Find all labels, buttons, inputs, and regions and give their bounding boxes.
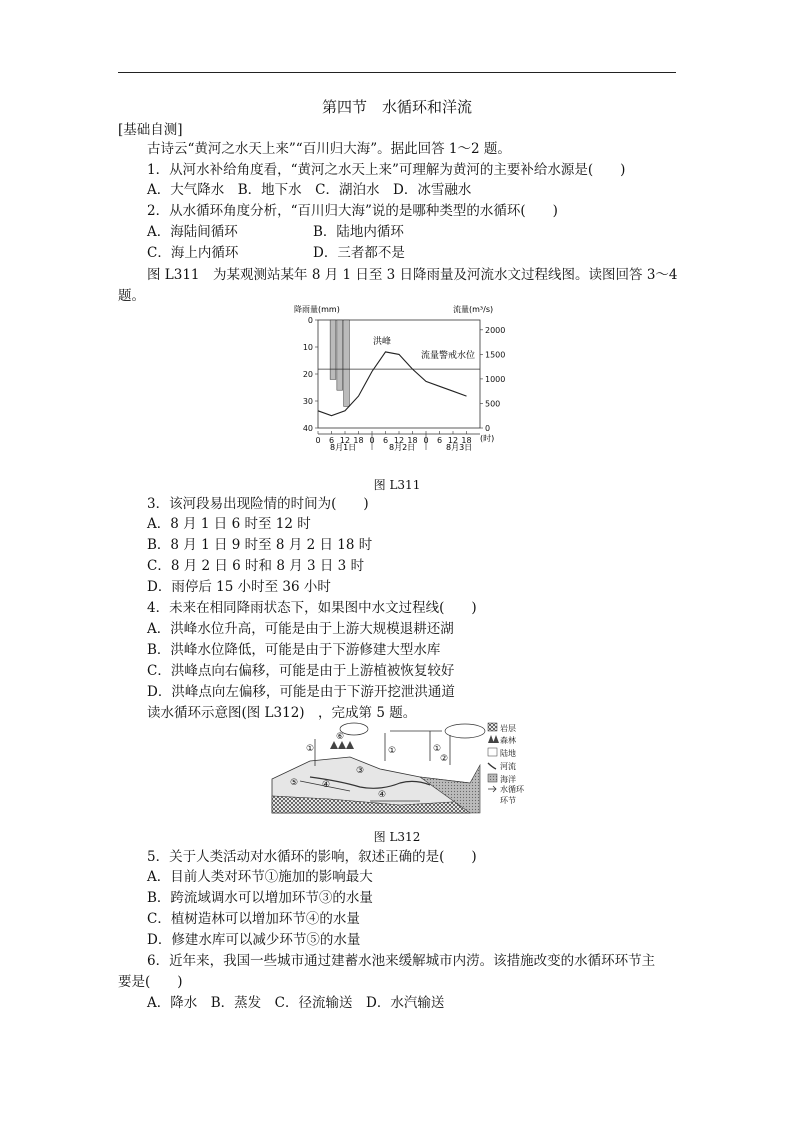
q4-option-a: A．洪峰水位升高，可能是由于上游大规模退耕还湖 (147, 621, 454, 637)
legend-ocean: 海洋 (500, 775, 516, 784)
circled-2: ② (440, 754, 449, 764)
legend (488, 723, 525, 805)
circled-1c: ① (433, 744, 442, 754)
right-tick-label: 0 (485, 424, 491, 433)
q1-stem: 1．从河水补给角度看，“黄河之水天上来”可理解为黄河的主要补给水源是( ) (147, 162, 626, 178)
x-tick-label: 12 (393, 436, 405, 445)
q2-option-b: B．陆地内循环 (313, 224, 404, 240)
figure1-caption: 图 L311 (373, 478, 421, 492)
q5-option-a: A．目前人类对环节①施加的影响最大 (147, 869, 373, 885)
q3-stem: 3．该河段易出现险情的时间为( ) (147, 496, 369, 512)
q3-option-a: A．8 月 1 日 6 时至 12 时 (147, 516, 311, 532)
section-label: [基础自测] (118, 122, 183, 138)
q6-options: A．降水 B．蒸发 C．径流输送 D．水汽输送 (147, 995, 445, 1011)
legend-cycle: 水循环 (500, 785, 524, 794)
circled-1b: ① (388, 746, 397, 756)
circled-5: ⑤ (290, 778, 299, 788)
q4-stem: 4．未来在相同降雨状态下，如果图中水文过程线( ) (147, 600, 477, 616)
circled-4a: ④ (322, 780, 331, 790)
right-tick-label: 2000 (485, 325, 506, 335)
legend-rock: 岩层 (500, 724, 516, 733)
x-tick-label: 0 (369, 436, 375, 445)
warning-label: 流量警戒水位 (421, 351, 476, 361)
circled-3: ③ (356, 766, 365, 776)
day-label-3: 8月3日 (446, 443, 473, 452)
legend-river: 河流 (500, 762, 516, 771)
right-tick-label: 1000 (485, 374, 506, 384)
q2-stem: 2．从水循环角度分析，“百川归大海”说的是哪种类型的水循环( ) (147, 203, 558, 219)
legend-link: 环节 (500, 796, 516, 805)
left-tick-label: 0 (307, 316, 313, 325)
header-rule (118, 72, 676, 73)
rain-bar (337, 320, 343, 390)
x-tick-label: 6 (382, 436, 389, 445)
figure2-caption: 图 L312 (373, 830, 421, 844)
q3-option-b: B．8 月 1 日 9 时至 8 月 2 日 18 时 (147, 537, 373, 553)
q4-option-c: C．洪峰点向右偏移，可能是由于上游植被恢复较好 (147, 663, 455, 679)
peak-label: 洪峰 (373, 337, 392, 347)
x-tick-label: 6 (328, 436, 335, 445)
day-label-1: 8月1日 (330, 443, 357, 452)
intro-2-line1: 图 L311 为某观测站某年 8 月 1 日至 3 日降雨量及河流水文过程线图。读图回答 3～4 (147, 267, 678, 283)
q4-option-d: D．洪峰点向左偏移，可能是由于下游开挖泄洪通道 (147, 684, 455, 700)
q1-options: A．大气降水 B．地下水 C．湖泊水 D．冰雪融水 (147, 182, 472, 198)
q5-option-c: C．植树造林可以增加环节④的水量 (147, 911, 360, 927)
x-tick-label: 18 (461, 436, 472, 445)
x-tick-label: 18 (407, 436, 418, 445)
x-tick-label: 0 (423, 436, 429, 445)
intro-3: 读水循环示意图(图 L312) ，完成第 5 题。 (147, 705, 417, 721)
q2-option-c: C．海上内循环 (147, 245, 239, 261)
left-tick-label: 20 (302, 370, 313, 379)
q6-stem-line1: 6．近年来，我国一些城市通过建蓄水池来缓解城市内涝。该措施改变的水循环环节主 (147, 953, 656, 969)
x-tick-label: 0 (315, 436, 321, 445)
q5-stem: 5．关于人类活动对水循环的影响，叙述正确的是( ) (147, 849, 477, 865)
left-axis-label: 降雨量(mm) (294, 305, 340, 314)
right-axis-label: 流量(m³/s) (453, 305, 494, 314)
x-tick-label: 18 (353, 436, 364, 445)
q3-option-d: D．雨停后 15 小时至 36 小时 (147, 579, 331, 595)
x-tick-label: 12 (447, 436, 459, 445)
x-unit-label: (时) (480, 434, 495, 443)
rain-bar (330, 320, 336, 379)
page-title: 第四节 水循环和洋流 (321, 98, 472, 116)
intro-2-line2: 题。 (118, 288, 145, 304)
cloud-icon (340, 723, 485, 738)
q5-option-b: B．跨流域调水可以增加环节③的水量 (147, 890, 373, 906)
day-label-2: 8月2日 (389, 443, 416, 452)
q5-option-d: D．修建水库可以减少环节⑤的水量 (147, 932, 361, 948)
left-tick-label: 40 (302, 424, 313, 433)
q2-option-a: A．海陆间循环 (147, 224, 238, 240)
circled-6: ⑥ (336, 732, 345, 742)
circled-4b: ④ (378, 790, 387, 800)
cross-section (272, 757, 480, 813)
left-tick-label: 30 (302, 397, 313, 406)
legend-land: 陆地 (500, 749, 516, 758)
intro-1: 古诗云“黄河之水天上来”“百川归大海”。据此回答 1～2 题。 (147, 141, 511, 157)
q4-option-b: B．洪峰水位降低，可能是由于下游修建大型水库 (147, 642, 441, 658)
legend-forest: 森林 (500, 736, 516, 745)
x-tick-label: 6 (436, 436, 443, 445)
q3-option-c: C．8 月 2 日 6 时和 8 月 3 日 3 时 (147, 558, 365, 574)
right-tick-label: 500 (485, 399, 501, 409)
right-tick-label: 1500 (485, 350, 506, 360)
water-cycle-diagram (270, 721, 530, 825)
left-tick-label: 10 (302, 343, 313, 352)
rain-bar (344, 320, 350, 406)
circled-1a: ① (306, 744, 315, 754)
q2-option-d: D．三者都不是 (313, 245, 405, 261)
hydrograph-chart (290, 300, 510, 460)
q6-stem-line2: 要是( ) (118, 974, 183, 990)
forest-icon (330, 741, 354, 749)
x-tick-label: 12 (339, 436, 351, 445)
